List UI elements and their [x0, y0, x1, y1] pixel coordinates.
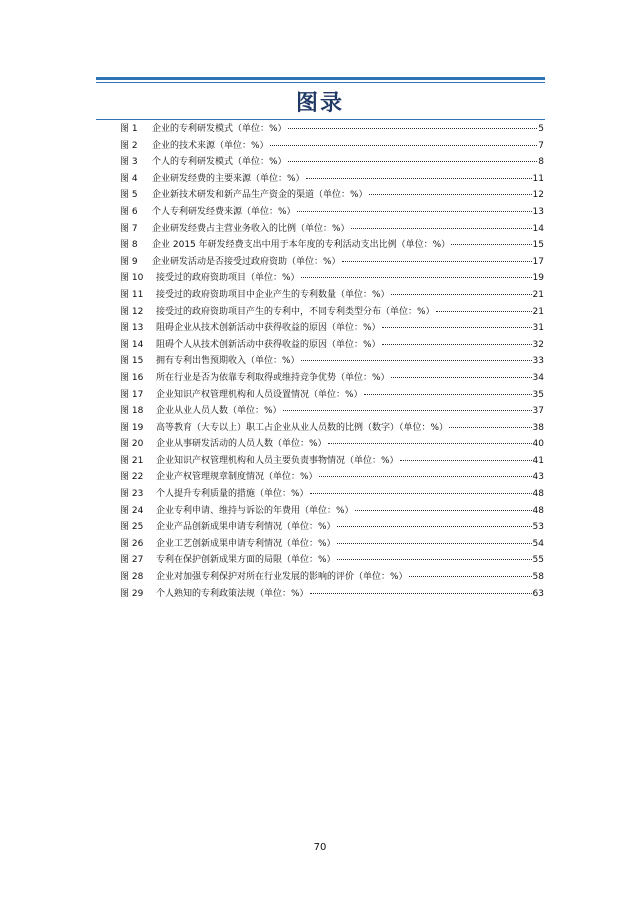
dot-leader [449, 427, 531, 428]
dot-leader [310, 493, 532, 494]
toc-entry[interactable] [120, 270, 544, 287]
figure-page-number: 8 [538, 157, 544, 168]
figure-page-number: 38 [532, 422, 544, 433]
header-rule-thick [96, 77, 545, 80]
dot-leader [391, 377, 532, 378]
toc-entry[interactable] [120, 320, 544, 337]
figure-page-number: 63 [532, 588, 544, 599]
toc-entry[interactable] [120, 469, 544, 486]
figure-label: 图 7 [120, 223, 138, 234]
figure-label: 图 3 [120, 157, 138, 168]
figure-caption: 企业的专利研发模式（单位：%） [152, 124, 287, 134]
figure-caption: 企业产品创新成果申请专利情况（单位：%） [156, 522, 336, 533]
figure-caption: 阻碍企业从技术创新活动中获得收益的原因（单位：%） [156, 323, 381, 334]
toc-entry[interactable] [120, 237, 544, 254]
figure-label: 图 12 [120, 306, 144, 317]
figure-caption: 个人专利研发经费来源（单位：%） [152, 206, 296, 217]
figure-caption: 企业专利申请、维持与诉讼的年费用（单位：%） [156, 505, 354, 516]
figure-label: 图 19 [120, 422, 144, 433]
dot-leader [270, 145, 538, 146]
toc-entry[interactable] [120, 204, 544, 221]
figure-page-number: 15 [532, 240, 544, 251]
figure-page-number: 12 [532, 190, 544, 201]
page-title: 图录 [295, 91, 344, 116]
figure-label: 图 1 [120, 124, 138, 134]
figure-page-number: 40 [532, 439, 544, 450]
figure-label: 图 8 [120, 240, 138, 251]
figure-page-number: 37 [532, 406, 544, 417]
dot-leader [288, 128, 538, 129]
figure-page-number: 43 [532, 472, 544, 483]
toc-entry[interactable] [120, 171, 544, 188]
page-number: 70 [313, 842, 327, 853]
dot-leader [283, 410, 532, 411]
figure-label: 图 11 [120, 289, 144, 300]
toc-entry[interactable] [120, 154, 544, 171]
figure-caption: 阻碍个人从技术创新活动中获得收益的原因（单位：%） [156, 339, 381, 350]
figure-page-number: 21 [532, 289, 544, 300]
figure-label: 图 13 [120, 323, 144, 334]
toc-entry[interactable] [120, 187, 544, 204]
dot-leader [337, 559, 532, 560]
figure-label: 图 24 [120, 505, 144, 516]
figure-label: 图 4 [120, 173, 138, 184]
toc-entry[interactable] [120, 138, 544, 155]
figure-label: 图 23 [120, 489, 144, 500]
figure-caption: 专利在保护创新成果方面的局限（单位：%） [156, 555, 336, 566]
toc-entry[interactable] [120, 304, 544, 321]
dot-leader [382, 327, 532, 328]
dot-leader [319, 476, 532, 477]
toc-entry[interactable] [120, 503, 544, 520]
toc-entry[interactable] [120, 403, 544, 420]
toc-entry[interactable] [120, 486, 544, 503]
dot-leader [288, 161, 538, 162]
toc-entry[interactable] [120, 121, 544, 138]
figure-page-number: 14 [532, 223, 544, 234]
figure-caption: 拥有专利出售预期收入（单位：%） [156, 356, 300, 367]
figure-list [120, 121, 544, 602]
figure-label: 图 26 [120, 538, 144, 549]
figure-label: 图 6 [120, 206, 138, 217]
figure-label: 图 18 [120, 406, 144, 417]
figure-label: 图 29 [120, 588, 144, 599]
dot-leader [355, 510, 532, 511]
toc-entry[interactable] [120, 453, 544, 470]
dot-leader [436, 311, 532, 312]
dot-leader [328, 443, 532, 444]
toc-entry[interactable] [120, 569, 544, 586]
figure-page-number: 41 [532, 455, 544, 466]
figure-label: 图 25 [120, 522, 144, 533]
dot-leader [301, 360, 532, 361]
figure-caption: 企业产权管理规章制度情况（单位：%） [156, 472, 318, 483]
dot-leader [306, 178, 532, 179]
figure-label: 图 9 [120, 256, 138, 267]
figure-label: 图 17 [120, 389, 144, 400]
toc-entry[interactable] [120, 254, 544, 271]
figure-label: 图 15 [120, 356, 144, 367]
toc-entry[interactable] [120, 287, 544, 304]
dot-leader [364, 394, 532, 395]
figure-page-number: 58 [532, 572, 544, 583]
dot-leader [342, 261, 532, 262]
toc-entry[interactable] [120, 436, 544, 453]
dot-leader [297, 211, 532, 212]
toc-entry[interactable] [120, 586, 544, 603]
figure-label: 图 10 [120, 273, 144, 284]
toc-entry[interactable] [120, 221, 544, 238]
figure-page-number: 54 [532, 538, 544, 549]
figure-caption: 企业从业人员人数（单位：%） [156, 406, 282, 417]
figure-label: 图 2 [120, 140, 138, 151]
figure-label: 图 14 [120, 339, 144, 350]
figure-label: 图 27 [120, 555, 144, 566]
figure-caption: 企业 2015 年研发经费支出中用于本年度的专利活动支出比例（单位：%） [152, 240, 451, 251]
figure-label: 图 21 [120, 455, 144, 466]
toc-entry[interactable] [120, 387, 544, 404]
figure-caption: 接受过的政府资助项目产生的专利中，不同专利类型分布（单位：%） [156, 306, 435, 317]
figure-caption: 企业知识产权管理机构和人员主要负责事物情况（单位：%） [156, 455, 399, 466]
toc-entry[interactable] [120, 519, 544, 536]
dot-leader [382, 344, 532, 345]
figure-caption: 接受过的政府资助项目（单位：%） [156, 273, 300, 284]
figure-caption: 企业研发活动是否接受过政府资助（单位：%） [152, 256, 341, 267]
figure-page-number: 34 [532, 372, 544, 383]
toc-entry[interactable] [120, 353, 544, 370]
figure-caption: 企业从事研发活动的人员人数（单位：%） [156, 439, 327, 450]
toc-entry[interactable] [120, 370, 544, 387]
figure-page-number: 7 [538, 140, 544, 151]
figure-caption: 所在行业是否为依靠专利取得或维持竞争优势（单位：%） [156, 372, 390, 383]
toc-entry[interactable] [120, 536, 544, 553]
figure-caption: 高等教育（大专以上）职工占企业从业人员数的比例（数字）（单位：%） [156, 422, 449, 433]
figure-page-number: 17 [532, 256, 544, 267]
figure-page-number: 11 [532, 173, 544, 184]
figure-page-number: 13 [532, 206, 544, 217]
figure-label: 图 22 [120, 472, 144, 483]
dot-leader [451, 244, 531, 245]
figure-page-number: 35 [532, 389, 544, 400]
figure-page-number: 21 [532, 306, 544, 317]
figure-caption: 企业知识产权管理机构和人员设置情况（单位：%） [156, 389, 363, 400]
toc-entry[interactable] [120, 420, 544, 437]
figure-page-number: 31 [532, 323, 544, 334]
figure-label: 图 16 [120, 372, 144, 383]
title-underline [96, 119, 545, 120]
figure-page-number: 55 [532, 555, 544, 566]
dot-leader [337, 543, 532, 544]
dot-leader [310, 593, 532, 594]
figure-caption: 个人提升专利质量的措施（单位：%） [156, 489, 309, 500]
figure-caption: 企业研发经费的主要来源（单位：%） [152, 173, 305, 184]
figure-caption: 企业研发经费占主营业务收入的比例（单位：%） [152, 223, 350, 234]
figure-page-number: 48 [532, 505, 544, 516]
dot-leader [369, 194, 532, 195]
figure-page-number: 19 [532, 273, 544, 284]
figure-page-number: 5 [538, 124, 544, 134]
dot-leader [391, 294, 532, 295]
figure-page-number: 32 [532, 339, 544, 350]
figure-caption: 企业对加强专利保护对所在行业发展的影响的评价（单位：%） [156, 572, 408, 583]
figure-page-number: 33 [532, 356, 544, 367]
figure-caption: 企业新技术研发和新产品生产资金的渠道（单位：%） [152, 190, 368, 201]
figure-caption: 企业工艺创新成果申请专利情况（单位：%） [156, 538, 336, 549]
dot-leader [337, 526, 532, 527]
figure-label: 图 28 [120, 572, 144, 583]
header-rule-thin [96, 82, 545, 83]
figure-label: 图 20 [120, 439, 144, 450]
dot-leader [400, 460, 532, 461]
dot-leader [301, 277, 532, 278]
toc-entry[interactable] [120, 552, 544, 569]
figure-label: 图 5 [120, 190, 138, 201]
dot-leader [351, 228, 532, 229]
toc-entry[interactable] [120, 337, 544, 354]
dot-leader [409, 576, 532, 577]
figure-caption: 接受过的政府资助项目中企业产生的专利数量（单位：%） [156, 289, 390, 300]
figure-caption: 个人的专利研发模式（单位：%） [152, 157, 287, 168]
figure-page-number: 53 [532, 522, 544, 533]
figure-page-number: 48 [532, 489, 544, 500]
figure-caption: 企业的技术来源（单位：%） [152, 140, 269, 151]
figure-caption: 个人熟知的专利政策法规（单位：%） [156, 588, 309, 599]
